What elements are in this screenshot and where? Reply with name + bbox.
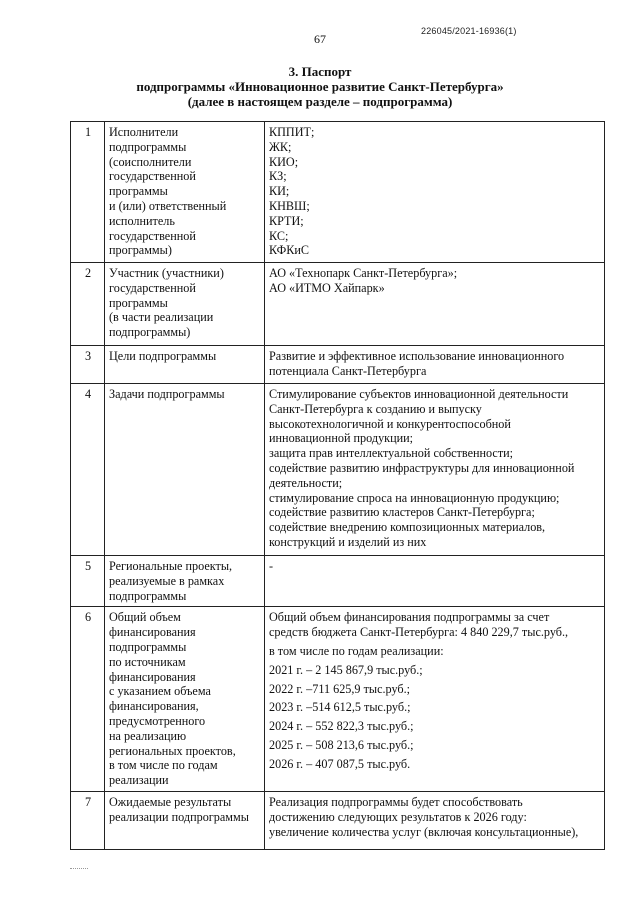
page-number: 67 — [314, 32, 326, 46]
table-row — [71, 122, 605, 263]
row-value: Общий объем финансирования подпрограммы за счет средств бюджета Санкт-Петербурга: 4 840 229,7 тыс.руб., в том числе по годам реализации: 2021 г. – 2 145 867,9 тыс.руб.; 2022 г. –711 625,9 тыс.руб.; 2023 г. –514 612,5 тыс.руб.; 2024 г. – 552 822,3 тыс.руб.; 2025 г. – 508 213,6 тыс.руб.; 2026 г. – 407 087,5 тыс.руб. — [265, 607, 605, 792]
row-number: 2 — [71, 263, 105, 346]
row-value: КППИТ; ЖК; КИО; КЗ; КИ; КНВШ; КРТИ; КС; КФКиС — [265, 122, 605, 263]
row-number: 5 — [71, 556, 105, 607]
row-value: - — [265, 556, 605, 607]
document-registration-number: 226045/2021-16936(1) — [421, 26, 517, 36]
row-label: Исполнители подпрограммы (соисполнители государственной программы и (или) ответственный исполнитель государственной программы) — [105, 122, 265, 263]
row-label: Цели подпрограммы — [105, 346, 265, 384]
table-row — [71, 607, 605, 792]
row-value: АО «Технопарк Санкт-Петербурга»; АО «ИТМО Хайпарк» — [265, 263, 605, 346]
row-value: Стимулирование субъектов инновационной деятельности Санкт-Петербурга к созданию и выпуску высокотехнологичной и конкурентоспособной инновационной продукции; защита прав интеллектуальной собственности; содействие развитию инфраструктуры для инновационной деятельности; стимулирование спроса на инновационную продукцию; содействие развитию кластеров Санкт-Петербурга; содействие внедрению композиционных материалов, конструкций и изделий из них — [265, 384, 605, 556]
section-heading — [0, 64, 640, 109]
heading-line-1: 3. Паспорт — [288, 64, 352, 79]
heading-line-3: (далее в настоящем разделе – подпрограмма) — [187, 94, 453, 109]
row-label: Региональные проекты, реализуемые в рамках подпрограммы — [105, 556, 265, 607]
table-row — [71, 346, 605, 384]
row-value: Реализация подпрограммы будет способствовать достижению следующих результатов к 2026 году: увеличение количества услуг (включая консультационные), — [265, 791, 605, 849]
table-row — [71, 791, 605, 849]
table-row — [71, 556, 605, 607]
row-label: Общий объем финансирования подпрограммы по источникам финансирования с указанием объема финансирования, предусмотренного на реализацию региональных проектов, в том числе по годам реализации — [105, 607, 265, 792]
row-number: 1 — [71, 122, 105, 263]
row-number: 6 — [71, 607, 105, 792]
scan-artifact-dots — [70, 868, 88, 870]
heading-line-2: подпрограммы «Инновационное развитие Санкт-Петербурга» — [136, 79, 504, 94]
passport-table — [70, 121, 605, 850]
row-value: Развитие и эффективное использование инновационного потенциала Санкт-Петербурга — [265, 346, 605, 384]
row-label: Задачи подпрограммы — [105, 384, 265, 556]
row-number: 3 — [71, 346, 105, 384]
row-number: 4 — [71, 384, 105, 556]
row-label: Ожидаемые результаты реализации подпрограммы — [105, 791, 265, 849]
row-number: 7 — [71, 791, 105, 849]
table-row — [71, 263, 605, 346]
table-row — [71, 384, 605, 556]
row-label: Участник (участники) государственной программы (в части реализации подпрограммы) — [105, 263, 265, 346]
